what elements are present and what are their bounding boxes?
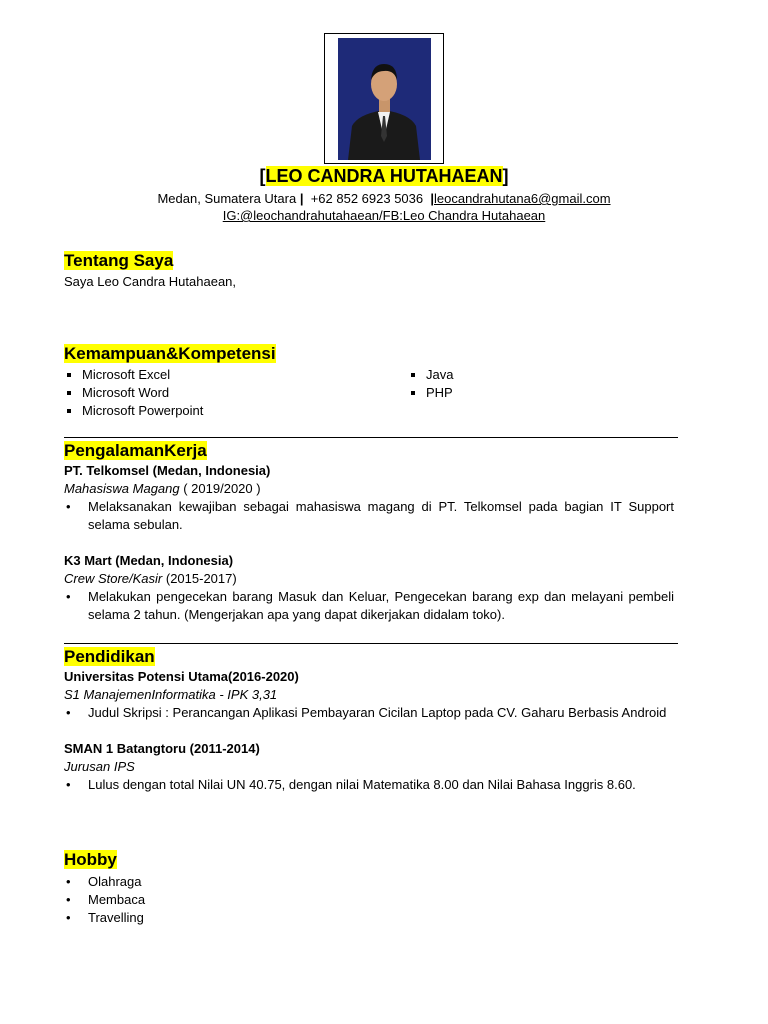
experience-bullet: • Melaksanakan kewajiban sebagai mahasiswa magang di PT. Telkomsel pada bagian IT Support selama sebulan. xyxy=(64,498,674,534)
skill-item: Microsoft Word xyxy=(64,384,203,402)
role: Mahasiswa Magang xyxy=(64,481,180,496)
separator: | xyxy=(299,191,304,206)
education-title xyxy=(64,647,155,667)
experience-title-text: PengalamanKerja xyxy=(64,441,207,460)
contact-line xyxy=(0,191,768,206)
skill-item: Java xyxy=(408,366,453,384)
social-line xyxy=(0,208,768,223)
education-list xyxy=(64,668,674,794)
divider xyxy=(64,437,678,438)
experience-list xyxy=(64,462,674,624)
skill-item: Microsoft Powerpoint xyxy=(64,402,203,420)
hobby-item: • Olahraga xyxy=(64,873,145,891)
profile-photo xyxy=(338,38,431,160)
skills-right-list xyxy=(408,366,453,402)
location: Medan, Sumatera Utara xyxy=(157,191,297,206)
period: (2015-2017) xyxy=(162,571,237,586)
skill-item: Microsoft Excel xyxy=(64,366,203,384)
skills-title-text: Kemampuan&Kompetensi xyxy=(64,344,276,363)
education-title-text: Pendidikan xyxy=(64,647,155,666)
period: ( 2019/2020 ) xyxy=(179,481,261,496)
about-title-text: Tentang Saya xyxy=(64,251,174,270)
name: LEO CANDRA HUTAHAEAN xyxy=(265,166,503,186)
role: Crew Store/Kasir xyxy=(64,571,163,586)
about-title xyxy=(64,251,173,271)
bracket: ] xyxy=(502,166,509,186)
experience-title xyxy=(64,441,207,461)
education-bullet: • Judul Skripsi : Perancangan Aplikasi Pembayaran Cicilan Laptop pada CV. Gaharu Berbasis Android xyxy=(64,704,674,722)
education-detail: S1 ManajemenInformatika - IPK 3,31 xyxy=(64,687,278,702)
about-text: Saya Leo Candra Hutahaean, xyxy=(64,274,237,289)
skills-title xyxy=(64,344,276,364)
email-link[interactable]: leocandrahutana6@gmail.com xyxy=(434,191,611,206)
school: SMAN 1 Batangtoru (2011-2014) xyxy=(64,741,260,756)
phone: +62 852 6923 5036 xyxy=(310,191,424,206)
company: PT. Telkomsel (Medan, Indonesia) xyxy=(64,463,271,478)
skill-item: PHP xyxy=(408,384,453,402)
school: Universitas Potensi Utama(2016-2020) xyxy=(64,669,299,684)
hobby-title xyxy=(64,850,117,870)
separator: | xyxy=(430,191,434,206)
bracket: [ xyxy=(259,166,266,186)
experience-bullet: • Melakukan pengecekan barang Masuk dan Keluar, Pengecekan barang exp dan melayani pembeli selama 2 tahun. (Mengerjakan apa yang dapat dikerjakan didalam toko). xyxy=(64,588,674,624)
hobby-title-text: Hobby xyxy=(64,850,117,869)
social-link[interactable]: IG:@leochandrahutahaean/FB:Leo Chandra Hutahaean xyxy=(222,208,546,223)
hobby-item: • Travelling xyxy=(64,909,145,927)
education-detail: Jurusan IPS xyxy=(64,759,135,774)
divider xyxy=(64,643,678,644)
name-heading xyxy=(0,166,768,187)
hobby-item: • Membaca xyxy=(64,891,145,909)
hobby-list xyxy=(64,873,145,927)
skills-left-list xyxy=(64,366,203,420)
company: K3 Mart (Medan, Indonesia) xyxy=(64,553,234,568)
education-bullet: • Lulus dengan total Nilai UN 40.75, dengan nilai Matematika 8.00 dan Nilai Bahasa Inggris 8.60. xyxy=(64,776,674,794)
